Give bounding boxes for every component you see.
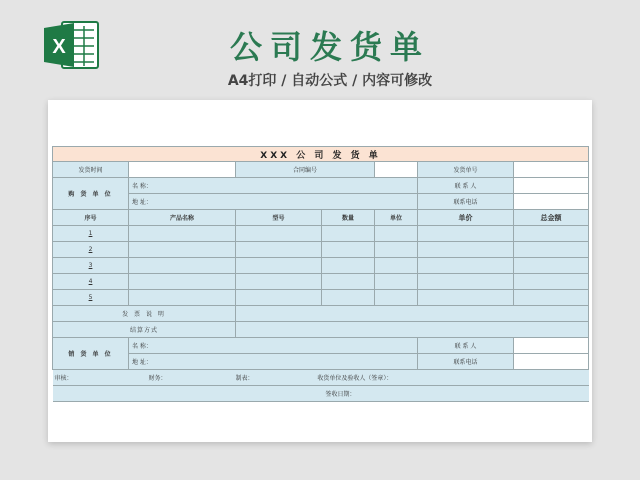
col-header-quantity: 数量 [322, 210, 375, 226]
cell[interactable] [129, 274, 236, 290]
cell[interactable] [236, 258, 322, 274]
banner [0, 0, 640, 100]
cell[interactable] [236, 290, 322, 306]
receiver-label: 收货单位及验收人（签章）： [317, 375, 393, 382]
col-header-unit-price: 单价 [418, 210, 514, 226]
cell[interactable] [375, 290, 418, 306]
table-row [53, 290, 589, 306]
contract-no-value[interactable] [375, 162, 418, 178]
seller-address-field[interactable]: 地 址： [129, 354, 418, 370]
cell[interactable] [322, 290, 375, 306]
cell[interactable] [514, 226, 589, 242]
cell[interactable] [514, 242, 589, 258]
sign-date-label: 签收日期： [53, 386, 589, 402]
col-header-unit: 单位 [375, 210, 418, 226]
row-index: 3 [53, 258, 129, 274]
cell[interactable] [514, 290, 589, 306]
cell[interactable] [418, 226, 514, 242]
cell[interactable] [236, 274, 322, 290]
page-subtitle: A4打印 / 自动公式 / 内容可修改 [227, 73, 433, 89]
row-index: 2 [53, 242, 129, 258]
cell[interactable] [418, 290, 514, 306]
cell[interactable] [129, 242, 236, 258]
buyer-contact-label: 联 系 人 [418, 178, 514, 194]
buyer-unit-label: 购 货 单 位 [53, 178, 129, 210]
buyer-contact-value[interactable] [514, 178, 589, 194]
delivery-form [52, 146, 589, 402]
delivery-no-label: 发货单号 [418, 162, 514, 178]
row-index: 1 [53, 226, 129, 242]
cell[interactable] [322, 258, 375, 274]
ship-time-value[interactable] [129, 162, 236, 178]
delivery-no-value[interactable] [514, 162, 589, 178]
settlement-value[interactable] [236, 322, 589, 338]
table-row [53, 226, 589, 242]
row-index: 4 [53, 274, 129, 290]
col-header-total: 总金额 [514, 210, 589, 226]
col-header-model: 型号 [236, 210, 322, 226]
col-header-index: 序号 [53, 210, 129, 226]
cell[interactable] [514, 274, 589, 290]
contract-no-label: 合同编号 [236, 162, 375, 178]
cell[interactable] [236, 242, 322, 258]
invoice-value[interactable] [236, 306, 589, 322]
cell[interactable] [375, 258, 418, 274]
seller-phone-value[interactable] [514, 354, 589, 370]
row-index: 5 [53, 290, 129, 306]
page-title: 公司发货单 [229, 28, 430, 66]
cell[interactable] [236, 226, 322, 242]
col-header-product: 产品名称 [129, 210, 236, 226]
seller-unit-label: 销 货 单 位 [53, 338, 129, 370]
form-title: XXX 公 司 发 货 单 [53, 147, 589, 162]
cell[interactable] [375, 242, 418, 258]
table-row [53, 242, 589, 258]
buyer-phone-label: 联系电话 [418, 194, 514, 210]
settlement-label: 结算方式 [53, 322, 236, 338]
cell[interactable] [418, 274, 514, 290]
seller-name-field[interactable]: 名 称： [129, 338, 418, 354]
ship-time-label: 发货时间 [53, 162, 129, 178]
buyer-address-field[interactable]: 地 址： [129, 194, 418, 210]
cell[interactable] [375, 274, 418, 290]
cell[interactable] [129, 226, 236, 242]
seller-phone-label: 联系电话 [418, 354, 514, 370]
seller-contact-value[interactable] [514, 338, 589, 354]
invoice-label: 发 票 说 明 [53, 306, 236, 322]
finance-label: 财务： [129, 370, 236, 386]
excel-icon [42, 20, 100, 70]
cell[interactable] [129, 258, 236, 274]
document-preview [48, 100, 592, 442]
cell[interactable] [322, 226, 375, 242]
cell[interactable] [375, 226, 418, 242]
buyer-name-field[interactable]: 名 称： [129, 178, 418, 194]
cell[interactable] [322, 242, 375, 258]
audit-label: 审核： [53, 370, 129, 386]
cell[interactable] [418, 258, 514, 274]
table-row [53, 274, 589, 290]
buyer-phone-value[interactable] [514, 194, 589, 210]
cell[interactable] [322, 274, 375, 290]
seller-contact-label: 联 系 人 [418, 338, 514, 354]
excel-icon-letter: X [52, 36, 66, 58]
preparer-label: 制表： [235, 375, 254, 382]
cell[interactable] [129, 290, 236, 306]
cell[interactable] [514, 258, 589, 274]
table-row [53, 258, 589, 274]
cell[interactable] [418, 242, 514, 258]
